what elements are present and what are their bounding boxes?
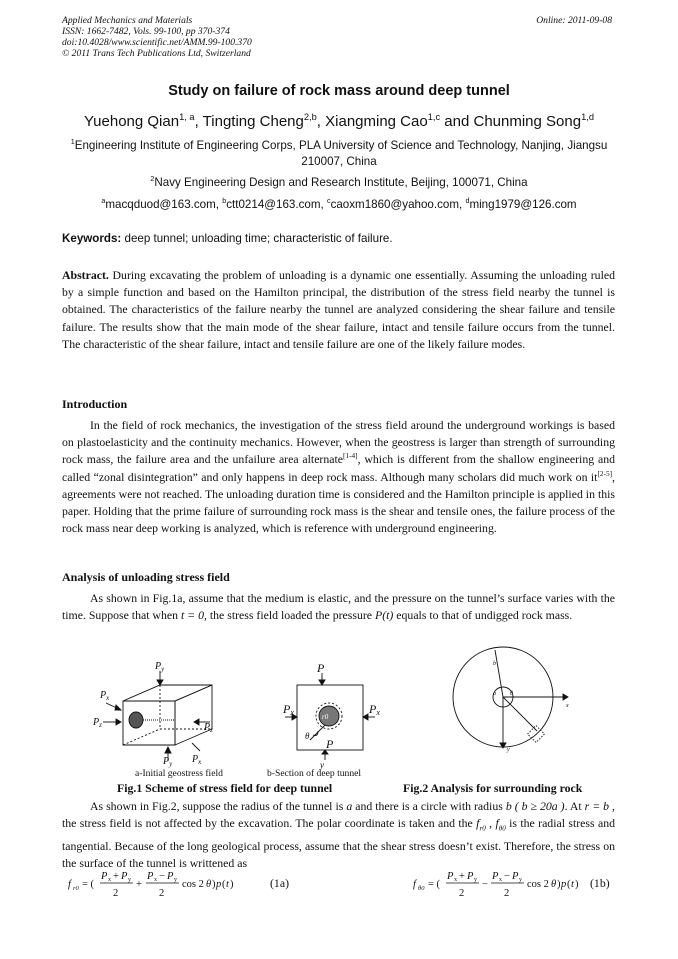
svg-text:p: p [561, 879, 567, 890]
fig2-caption: Fig.2 Analysis for surrounding rock [403, 781, 583, 795]
author-affil-sup: 1, a [179, 112, 195, 122]
intro-text: , which is different from the shallow engineering and called “zonal disintegration” and only happens in deep rock mass. Although many scholars did much work on it [62, 452, 615, 484]
equations-row [0, 866, 678, 900]
label-pz-left: $P_z$ [93, 717, 102, 729]
issn: ISSN: 1662-7482, Vols. 99-100, pp 370-374 [62, 26, 230, 37]
author-affil-sup: 2,b [303, 112, 317, 122]
fig1a-block-diagram [103, 671, 212, 761]
label-py-top: $P_y$ [155, 661, 165, 673]
math-inline: t = 0 [180, 608, 204, 623]
section-heading-introduction: Introduction [62, 397, 128, 411]
affiliation-1 [62, 138, 616, 170]
email-link[interactable]: caoxm1860@yahoo.com [330, 198, 459, 211]
body-text: , the stress field loaded the pressure [203, 608, 375, 623]
svg-text:): ) [557, 879, 561, 890]
label-x: x [566, 703, 569, 709]
label-theta: θ [305, 731, 310, 741]
svg-text:= (: = ( [428, 879, 441, 890]
svg-text:): ) [575, 879, 579, 890]
affiliation-sup: 2 [150, 174, 155, 184]
svg-text:P: P [512, 871, 519, 882]
label-py-bottom: $P_y$ [163, 756, 173, 768]
online-date: Online: 2011-09-08 [536, 15, 612, 26]
affiliation-text: Navy Engineering Design and Research Institute, Beijing, 100071, China [154, 176, 528, 189]
svg-text:): ) [230, 879, 234, 890]
section-heading-analysis: Analysis of unloading stress field [62, 570, 230, 584]
svg-text:P: P [467, 871, 474, 882]
svg-text:P: P [492, 871, 499, 882]
svg-text:x: x [108, 877, 111, 883]
math-inline: a [346, 799, 353, 813]
svg-text:y: y [174, 877, 177, 883]
svg-text:2: 2 [113, 888, 119, 899]
svg-text:2: 2 [504, 888, 510, 899]
svg-text:+: + [459, 871, 465, 882]
body-text: and there is a circle with radius [352, 799, 506, 813]
author-affil-sup: 1,c [427, 112, 441, 122]
figure-area [0, 645, 678, 797]
author-name: Xiangming Cao [325, 113, 428, 130]
math-inline: r = b [584, 799, 610, 813]
svg-text:P: P [447, 871, 454, 882]
svg-text:2: 2 [159, 888, 165, 899]
svg-text:p: p [216, 879, 222, 890]
label-px-bottom: $P_x$ [192, 754, 202, 766]
label-r0: r0 [322, 713, 329, 721]
fig1-caption: Fig.1 Scheme of stress field for deep tunnel [117, 781, 333, 795]
equation-number-1b: (1b) [590, 876, 610, 890]
math-inline: b [505, 799, 512, 813]
label-a: a [493, 691, 496, 697]
math-inline: f [476, 816, 480, 831]
label-y: y [320, 760, 324, 770]
analysis-paragraph-1 [62, 590, 615, 624]
analysis-paragraph-2 [62, 798, 615, 872]
svg-text:θ0: θ0 [418, 885, 425, 892]
author-name: Tingting Cheng [202, 113, 304, 130]
svg-text:y: y [474, 877, 477, 883]
svg-text:(: ( [567, 879, 571, 890]
label-px-left: Px [283, 702, 294, 717]
intro-text: , agreements were not reached. The unloading duration time is considered and the Hamilton principle is applied in this paper. Holding that the prime failure of surrounding rock mass is the shear and tensile ones, the failure process of the rock mass near deep working is analyzed, which is reference with underground engineering. [62, 469, 615, 536]
email-sep: , [215, 198, 223, 211]
intro-text: In the field of rock mechanics, the investigation of the stress field around the underground workings is based on plastoelasticity and the continuity mechanics. However, when the geostress is larger than strength of surrounding rock mass, the failure area and the unfailure area alternate [62, 418, 615, 467]
author-sep: , [194, 113, 203, 130]
keywords-text: deep tunnel; unloading time; characteristic of failure. [121, 232, 393, 245]
body-text: As shown in Fig.2, suppose the radius of the tunnel is [90, 799, 347, 813]
citation[interactable]: [1-4] [343, 451, 358, 461]
label-y: y [507, 747, 510, 753]
abstract [62, 267, 615, 353]
math-inline: ( b ≥ 20a ) [511, 799, 565, 813]
label-b: b [493, 661, 496, 667]
affiliation-2 [62, 175, 616, 191]
email-sup: c [326, 196, 331, 206]
intro-paragraph [62, 417, 615, 537]
fig2-polar-diagram [453, 647, 568, 748]
fig1a-labels [92, 661, 213, 768]
keywords-label: Keywords: [62, 232, 122, 245]
label-p-top: P [317, 661, 325, 675]
svg-text:): ) [212, 879, 216, 890]
email-link[interactable]: macqduod@163.com [105, 198, 216, 211]
math-sub: θ0 [498, 824, 506, 833]
svg-text:cos 2: cos 2 [182, 879, 204, 890]
email-sep: , [320, 198, 327, 211]
body-text: , [485, 816, 496, 831]
email-sup: b [222, 196, 227, 206]
author-sep: and [440, 113, 474, 130]
math-inline: P(t) [375, 608, 394, 623]
abstract-text: During excavating the problem of unloading is a dynamic one essentially. Assuming the unloading ruled by a simple function and based on the Hamilton principal, the distribution of the stress field nearby the tunnel is obtained. The characteristics of the failure nearby the tunnel are analyzed considering the shear failure and tensile failure. The results show that the main mode of the shear failure, intact and tensile failure occurs from the tunnel. The characteristic of the shear failure, intact and tensile failure are one of the likely failure modes. [62, 268, 615, 351]
svg-text:x: x [499, 877, 502, 883]
svg-text:= (: = ( [82, 879, 95, 890]
svg-text:x: x [454, 877, 457, 883]
equation-1b [413, 871, 579, 899]
svg-text:f: f [68, 879, 71, 890]
svg-text:r0: r0 [73, 885, 79, 892]
email-sup: d [465, 196, 470, 206]
equation-1a [68, 871, 234, 899]
email-list [62, 197, 616, 213]
fig1a-subcaption: a-Initial geostress field [135, 768, 223, 779]
author-name: Yuehong Qian [83, 113, 180, 130]
body-text: , the stress field is not affected by the excavation. The polar coordinate is taken and the [62, 799, 616, 831]
svg-text:cos 2: cos 2 [527, 879, 549, 890]
svg-text:P: P [101, 871, 108, 882]
fig1b-subcaption: b-Section of deep tunnel [267, 768, 362, 779]
svg-text:+: + [136, 879, 142, 890]
svg-text:y: y [519, 877, 522, 883]
journal-name: Applied Mechanics and Materials [62, 15, 193, 26]
email-sup: a [101, 196, 106, 206]
citation[interactable]: [2-5] [597, 468, 613, 478]
author-sep: , [316, 113, 326, 130]
label-pz-right: $P_z$ [204, 722, 213, 734]
svg-text:P: P [167, 871, 174, 882]
svg-text:t: t [571, 879, 574, 890]
label-p-bottom: P [326, 737, 334, 751]
author-list [0, 113, 678, 130]
email-link[interactable]: ming1979@126.com [469, 198, 577, 211]
svg-text:y: y [128, 877, 131, 883]
author-name: Chunming Song [473, 113, 582, 130]
copyright: © 2011 Trans Tech Publications Ltd, Switzerland [62, 48, 251, 59]
label-theta: θ [510, 691, 513, 697]
svg-text:x: x [154, 877, 157, 883]
author-affil-sup: 1,d [581, 112, 594, 122]
svg-text:2: 2 [459, 888, 465, 899]
svg-text:f: f [413, 879, 416, 890]
svg-text:−: − [159, 871, 165, 882]
svg-text:θ: θ [206, 879, 212, 890]
label-px-right: Px [369, 702, 380, 717]
email-sep: , [458, 198, 466, 211]
label-px-left: $P_x$ [100, 690, 110, 702]
affiliation-sup: 1 [70, 137, 75, 147]
affiliation-text: Engineering Institute of Engineering Corps, PLA University of Science and Technology, Nanjing, Jiangsu 210007, China [74, 139, 608, 168]
body-text: is the radial stress and tangential. Because of the long geological process, assume that the shear stress doesn’t exist. Therefore, the stress on the surface of the tunnel is writtened as [62, 816, 615, 870]
body-text: equals to that of undigged rock mass. [393, 608, 573, 623]
paper-title: Study on failure of rock mass around deep tunnel [168, 83, 510, 99]
math-inline: f [495, 816, 499, 831]
svg-text:P: P [121, 871, 128, 882]
body-text: . At [564, 799, 585, 813]
body-text: As shown in Fig.1a, assume that the medium is elastic, and the pressure on the tunnel’s surface varies with the time. Suppose that when [62, 591, 615, 623]
equation-number-1a: (1a) [270, 876, 289, 890]
svg-text:(: ( [222, 879, 226, 890]
running-header [62, 15, 612, 59]
math-sub: r0 [479, 824, 486, 833]
abstract-label: Abstract. [62, 268, 109, 282]
svg-text:t: t [226, 879, 229, 890]
svg-text:−: − [504, 871, 510, 882]
email-link[interactable]: ctt0214@163.com [226, 198, 321, 211]
svg-text:P: P [147, 871, 154, 882]
doi-link[interactable]: doi:10.4028/www.scientific.net/AMM.99-100.370 [62, 37, 252, 48]
keywords [62, 232, 393, 245]
svg-text:+: + [113, 871, 119, 882]
svg-text:θ: θ [551, 879, 557, 890]
svg-text:−: − [482, 879, 488, 890]
